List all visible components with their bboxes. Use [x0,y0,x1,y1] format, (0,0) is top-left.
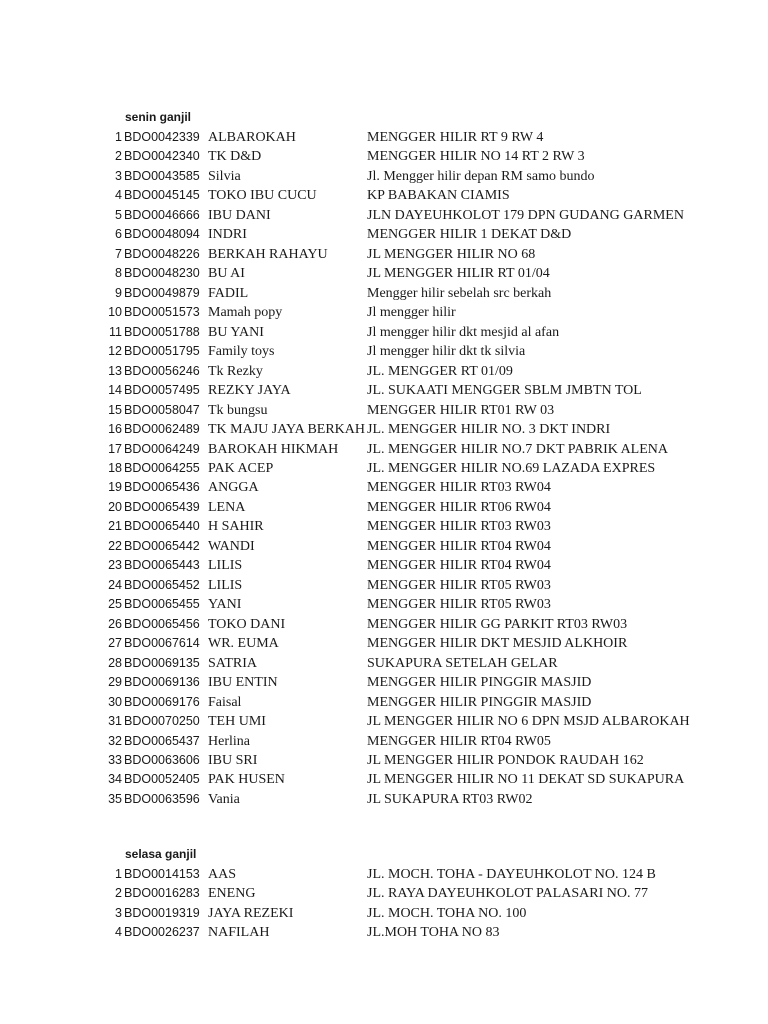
list-item [0,459,768,478]
list-item [0,904,768,923]
customer-code: BDO0065440 [124,519,200,534]
customer-name: TOKO IBU CUCU [208,188,317,204]
row-number: 2 [115,149,122,164]
list-item [0,537,768,556]
customer-address: Mengger hilir sebelah src berkah [367,285,552,301]
customer-code: BDO0058047 [124,402,200,417]
row-number: 19 [108,480,122,495]
customer-address: MENGGER HILIR RT04 RW04 [367,538,551,554]
customer-name: BAROKAH HIKMAH [208,441,339,457]
list-item [0,245,768,264]
customer-address: MENGGER HILIR RT04 RW05 [367,733,551,749]
list-item [0,303,768,322]
customer-code: BDO0051573 [124,305,200,320]
list-item [0,865,768,884]
row-number: 31 [108,714,122,729]
customer-name: INDRI [208,227,247,243]
customer-name: TK D&D [208,149,262,165]
customer-name: BERKAH RAHAYU [208,246,328,262]
list-item [0,790,768,809]
customer-code: BDO0063606 [124,753,200,767]
customer-code: BDO0026237 [124,925,200,940]
customer-address: MENGGER HILIR RT03 RW04 [367,480,551,496]
customer-address: MENGGER HILIR PINGGIR MASJID [367,675,592,691]
customer-name: PAK HUSEN [208,772,285,788]
customer-name: ANGGA [208,480,259,496]
row-number: 22 [108,538,122,553]
customer-name: TEH UMI [208,714,266,730]
row-number: 29 [108,675,122,690]
row-number: 14 [108,383,122,398]
customer-name: JAYA REZEKI [208,905,294,921]
customer-name: Vania [208,791,240,807]
customer-code: BDO0065442 [124,538,200,553]
list-item [0,264,768,283]
customer-code: BDO0065443 [124,558,200,573]
list-item [0,712,768,731]
customer-address: JL MENGGER HILIR RT 01/04 [367,266,550,282]
list-item [0,517,768,536]
customer-code: BDO0019319 [124,905,200,920]
customer-name: LILIS [208,558,243,574]
customer-address: MENGGER HILIR RT05 RW03 [367,577,551,593]
list-item [0,615,768,634]
customer-code: BDO0069176 [124,694,200,709]
list-item [0,147,768,166]
customer-name: YANI [208,597,242,613]
row-number: 5 [115,207,122,222]
customer-address: JL MENGGER HILIR NO 11 DEKAT SD SUKAPURA [367,772,685,788]
row-number: 9 [115,285,122,300]
customer-address: MENGGER HILIR RT01 RW 03 [367,402,555,418]
customer-code: BDO0057495 [124,383,200,398]
customer-code: BDO0048230 [124,266,200,281]
row-number: 3 [115,168,122,183]
customer-name: TK MAJU JAYA BERKAH [208,422,366,438]
customer-address: JL. MENGGER HILIR NO.69 LAZADA EXPRES [367,460,656,476]
customer-name: LENA [208,499,246,515]
list-item [0,770,768,789]
row-number: 3 [115,905,122,920]
list-item [0,323,768,342]
row-number: 2 [115,886,122,901]
customer-code: BDO0042340 [124,149,200,164]
row-number: 10 [108,305,122,320]
customer-name: SATRIA [208,655,258,671]
customer-name: Herlina [208,733,250,749]
customer-address: MENGGER HILIR PINGGIR MASJID [367,694,592,710]
row-number: 16 [108,422,122,437]
customer-code: BDO0065436 [124,480,200,495]
customer-code: BDO0056246 [124,363,200,378]
list-item [0,576,768,595]
row-number: 35 [108,791,122,806]
row-number: 21 [108,519,122,534]
customer-name: IBU SRI [208,753,258,768]
customer-code: BDO0045145 [124,188,200,203]
row-number: 7 [115,246,122,261]
customer-address: MENGGER HILIR RT03 RW03 [367,519,551,535]
customer-name: Tk Rezky [208,363,263,379]
customer-name: WR. EUMA [208,636,279,652]
customer-list [0,128,768,809]
customer-name: WANDI [208,538,255,554]
row-number: 17 [108,441,122,456]
customer-code: BDO0014153 [124,867,200,881]
customer-name: TOKO DANI [208,616,286,632]
list-item [0,440,768,459]
customer-address: JL. MENGGER HILIR NO.7 DKT PABRIK ALENA [367,441,669,457]
row-number: 26 [108,616,122,631]
list-item [0,206,768,225]
customer-address: JL. MOCH. TOHA - DAYEUHKOLOT NO. 124 B [367,867,656,882]
customer-name: LILIS [208,577,243,593]
list-item [0,595,768,614]
customer-code: BDO0048094 [124,227,200,242]
row-number: 4 [115,925,122,940]
customer-address: JLN DAYEUHKOLOT 179 DPN GUDANG GARMEN [367,207,684,223]
customer-address: MENGGER HILIR NO 14 RT 2 RW 3 [367,149,585,165]
customer-code: BDO0043585 [124,168,200,183]
row-number: 33 [108,753,122,767]
customer-address: Jl mengger hilir dkt mesjid al afan [367,324,560,340]
customer-address: Jl. Mengger hilir depan RM samo bundo [367,168,595,184]
row-number: 8 [115,266,122,281]
customer-code: BDO0064255 [124,460,200,475]
section-title: senin ganjil [125,110,192,124]
customer-code: BDO0064249 [124,441,200,456]
customer-code: BDO0051795 [124,344,200,359]
row-number: 15 [108,402,122,417]
customer-address: JL. RAYA DAYEUHKOLOT PALASARI NO. 77 [367,886,648,902]
customer-name: IBU ENTIN [208,675,278,691]
customer-name: Family toys [208,344,275,360]
row-number: 18 [108,460,122,475]
list-item [0,556,768,575]
list-item [0,342,768,361]
customer-address: JL MENGGER HILIR NO 68 [367,246,536,262]
row-number: 23 [108,558,122,573]
list-item [0,362,768,381]
customer-code: BDO0065439 [124,499,200,514]
customer-code: BDO0046666 [124,207,200,222]
customer-name: FADIL [208,285,249,301]
row-number: 6 [115,227,122,242]
customer-address: JL SUKAPURA RT03 RW02 [367,791,533,807]
section-title: selasa ganjil [125,847,197,861]
customer-address: JL MENGGER HILIR PONDOK RAUDAH 162 [367,753,644,768]
customer-address: KP BABAKAN CIAMIS [367,188,510,204]
customer-address: JL. SUKAATI MENGGER SBLM JMBTN TOL [367,383,642,399]
customer-code: BDO0052405 [124,772,200,787]
customer-code: BDO0065437 [124,733,200,748]
list-item [0,693,768,712]
list-item [0,654,768,673]
list-item [0,634,768,653]
row-number: 13 [108,363,122,378]
list-item [0,673,768,692]
customer-address: MENGGER HILIR DKT MESJID ALKHOIR [367,636,628,652]
list-item [0,751,768,770]
customer-name: ALBAROKAH [208,130,296,145]
customer-name: Tk bungsu [208,402,268,418]
customer-name: Silvia [208,168,241,184]
customer-code: BDO0069135 [124,655,200,670]
row-number: 27 [108,636,122,651]
list-item [0,420,768,439]
customer-code: BDO0065452 [124,577,200,592]
row-number: 30 [108,694,122,709]
customer-name: H SAHIR [208,519,264,535]
customer-code: BDO0048226 [124,246,200,261]
customer-address: JL. MOCH. TOHA NO. 100 [367,905,527,921]
list-item [0,284,768,303]
row-number: 1 [115,867,122,881]
row-number: 32 [108,733,122,748]
list-item [0,167,768,186]
customer-address: MENGGER HILIR 1 DEKAT D&D [367,227,572,243]
customer-list [0,865,768,943]
customer-name: PAK ACEP [208,460,274,476]
customer-code: BDO0049879 [124,285,200,300]
list-item [0,478,768,497]
customer-address: SUKAPURA SETELAH GELAR [367,655,558,671]
list-item [0,401,768,420]
customer-code: BDO0051788 [124,324,200,339]
customer-address: MENGGER HILIR RT04 RW04 [367,558,551,574]
row-number: 28 [108,655,122,670]
list-item [0,225,768,244]
list-item [0,923,768,942]
row-number: 20 [108,499,122,514]
customer-address: MENGGER HILIR RT06 RW04 [367,499,551,515]
customer-name: ENENG [208,886,256,902]
customer-name: AAS [208,867,237,882]
customer-code: BDO0063596 [124,791,200,806]
list-item [0,498,768,517]
row-number: 24 [108,577,122,592]
list-item [0,732,768,751]
customer-name: REZKY JAYA [208,383,291,399]
customer-address: MENGGER HILIR GG PARKIT RT03 RW03 [367,616,628,632]
list-item [0,128,768,147]
list-item [0,884,768,903]
customer-address: MENGGER HILIR RT05 RW03 [367,597,551,613]
customer-code: BDO0042339 [124,130,200,144]
row-number: 34 [108,772,122,787]
row-number: 4 [115,188,122,203]
customer-address: JL. MENGGER HILIR NO. 3 DKT INDRI [367,422,611,438]
customer-code: BDO0069136 [124,675,200,690]
list-item [0,186,768,205]
row-number: 11 [109,324,122,339]
customer-code: BDO0065456 [124,616,200,631]
customer-name: IBU DANI [208,207,271,223]
customer-address: MENGGER HILIR RT 9 RW 4 [367,130,544,145]
customer-name: BU YANI [208,324,264,340]
row-number: 1 [115,130,122,144]
row-number: 25 [108,597,122,612]
customer-code: BDO0070250 [124,714,200,729]
customer-name: Mamah popy [208,305,283,321]
customer-name: BU AI [208,266,245,282]
customer-code: BDO0016283 [124,886,200,901]
customer-code: BDO0065455 [124,597,200,612]
customer-address: Jl mengger hilir [367,305,456,321]
customer-code: BDO0067614 [124,636,200,651]
customer-address: JL.MOH TOHA NO 83 [367,925,500,941]
customer-address: JL. MENGGER RT 01/09 [367,363,513,379]
customer-address: Jl mengger hilir dkt tk silvia [367,344,526,360]
customer-name: Faisal [208,694,242,710]
customer-address: JL MENGGER HILIR NO 6 DPN MSJD ALBAROKAH [367,714,690,730]
list-item [0,381,768,400]
customer-code: BDO0062489 [124,422,200,437]
row-number: 12 [108,344,122,359]
customer-name: NAFILAH [208,925,270,941]
